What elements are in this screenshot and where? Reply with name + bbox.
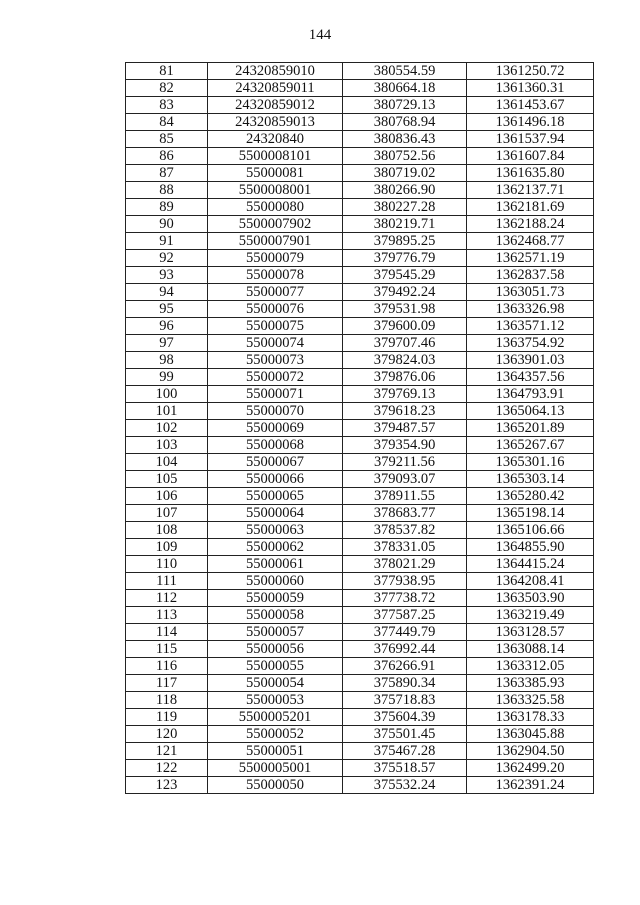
table-row <box>126 539 594 556</box>
table-row <box>126 624 594 641</box>
point-code-cell: 55000055 <box>208 658 343 675</box>
x-coordinate-cell: 375718.83 <box>343 692 467 709</box>
point-number-cell: 106 <box>126 488 208 505</box>
table-row <box>126 454 594 471</box>
x-coordinate-cell: 375467.28 <box>343 743 467 760</box>
point-number-cell: 103 <box>126 437 208 454</box>
point-code-cell: 55000057 <box>208 624 343 641</box>
table-row <box>126 675 594 692</box>
point-code-cell: 55000069 <box>208 420 343 437</box>
point-number-cell: 93 <box>126 267 208 284</box>
y-coordinate-cell: 1361635.80 <box>467 165 594 182</box>
y-coordinate-cell: 1362837.58 <box>467 267 594 284</box>
table-row <box>126 63 594 80</box>
point-number-cell: 109 <box>126 539 208 556</box>
x-coordinate-cell: 380219.71 <box>343 216 467 233</box>
table-row <box>126 335 594 352</box>
point-number-cell: 100 <box>126 386 208 403</box>
table-row <box>126 760 594 777</box>
x-coordinate-cell: 375604.39 <box>343 709 467 726</box>
x-coordinate-cell: 379895.25 <box>343 233 467 250</box>
y-coordinate-cell: 1365267.67 <box>467 437 594 454</box>
table-row <box>126 777 594 794</box>
x-coordinate-cell: 378683.77 <box>343 505 467 522</box>
point-number-cell: 87 <box>126 165 208 182</box>
point-number-cell: 86 <box>126 148 208 165</box>
y-coordinate-cell: 1363312.05 <box>467 658 594 675</box>
point-code-cell: 55000072 <box>208 369 343 386</box>
y-coordinate-cell: 1362188.24 <box>467 216 594 233</box>
y-coordinate-cell: 1364415.24 <box>467 556 594 573</box>
x-coordinate-cell: 379211.56 <box>343 454 467 471</box>
point-code-cell: 55000080 <box>208 199 343 216</box>
coordinate-table <box>125 62 594 794</box>
point-number-cell: 82 <box>126 80 208 97</box>
x-coordinate-cell: 378537.82 <box>343 522 467 539</box>
point-code-cell: 55000051 <box>208 743 343 760</box>
table-row <box>126 471 594 488</box>
table-row <box>126 573 594 590</box>
point-number-cell: 83 <box>126 97 208 114</box>
point-number-cell: 105 <box>126 471 208 488</box>
y-coordinate-cell: 1364855.90 <box>467 539 594 556</box>
y-coordinate-cell: 1361496.18 <box>467 114 594 131</box>
y-coordinate-cell: 1363178.33 <box>467 709 594 726</box>
x-coordinate-cell: 375518.57 <box>343 760 467 777</box>
point-number-cell: 122 <box>126 760 208 777</box>
x-coordinate-cell: 379876.06 <box>343 369 467 386</box>
x-coordinate-cell: 380554.59 <box>343 63 467 80</box>
table-row <box>126 267 594 284</box>
y-coordinate-cell: 1361250.72 <box>467 63 594 80</box>
point-code-cell: 55000074 <box>208 335 343 352</box>
x-coordinate-cell: 378331.05 <box>343 539 467 556</box>
x-coordinate-cell: 377587.25 <box>343 607 467 624</box>
point-number-cell: 81 <box>126 63 208 80</box>
point-code-cell: 24320859010 <box>208 63 343 80</box>
x-coordinate-cell: 380719.02 <box>343 165 467 182</box>
table-row <box>126 641 594 658</box>
point-code-cell: 55000079 <box>208 250 343 267</box>
point-number-cell: 90 <box>126 216 208 233</box>
x-coordinate-cell: 379487.57 <box>343 420 467 437</box>
point-number-cell: 94 <box>126 284 208 301</box>
y-coordinate-cell: 1365201.89 <box>467 420 594 437</box>
point-code-cell: 5500005001 <box>208 760 343 777</box>
point-number-cell: 114 <box>126 624 208 641</box>
point-code-cell: 55000073 <box>208 352 343 369</box>
x-coordinate-cell: 377449.79 <box>343 624 467 641</box>
table-row <box>126 131 594 148</box>
point-code-cell: 5500008001 <box>208 182 343 199</box>
y-coordinate-cell: 1362571.19 <box>467 250 594 267</box>
table-row <box>126 743 594 760</box>
point-number-cell: 88 <box>126 182 208 199</box>
y-coordinate-cell: 1361537.94 <box>467 131 594 148</box>
x-coordinate-cell: 375532.24 <box>343 777 467 794</box>
y-coordinate-cell: 1364793.91 <box>467 386 594 403</box>
x-coordinate-cell: 379600.09 <box>343 318 467 335</box>
x-coordinate-cell: 380768.94 <box>343 114 467 131</box>
y-coordinate-cell: 1361360.31 <box>467 80 594 97</box>
point-code-cell: 55000065 <box>208 488 343 505</box>
point-code-cell: 24320840 <box>208 131 343 148</box>
point-code-cell: 55000077 <box>208 284 343 301</box>
point-number-cell: 96 <box>126 318 208 335</box>
point-number-cell: 85 <box>126 131 208 148</box>
table-row <box>126 233 594 250</box>
point-code-cell: 55000062 <box>208 539 343 556</box>
point-number-cell: 112 <box>126 590 208 607</box>
y-coordinate-cell: 1364357.56 <box>467 369 594 386</box>
y-coordinate-cell: 1363325.58 <box>467 692 594 709</box>
point-code-cell: 55000067 <box>208 454 343 471</box>
x-coordinate-cell: 379531.98 <box>343 301 467 318</box>
x-coordinate-cell: 377738.72 <box>343 590 467 607</box>
point-code-cell: 55000075 <box>208 318 343 335</box>
y-coordinate-cell: 1365198.14 <box>467 505 594 522</box>
point-number-cell: 119 <box>126 709 208 726</box>
point-number-cell: 84 <box>126 114 208 131</box>
y-coordinate-cell: 1361453.67 <box>467 97 594 114</box>
point-number-cell: 108 <box>126 522 208 539</box>
x-coordinate-cell: 380664.18 <box>343 80 467 97</box>
y-coordinate-cell: 1365301.16 <box>467 454 594 471</box>
x-coordinate-cell: 378911.55 <box>343 488 467 505</box>
x-coordinate-cell: 380752.56 <box>343 148 467 165</box>
y-coordinate-cell: 1363128.57 <box>467 624 594 641</box>
point-code-cell: 55000058 <box>208 607 343 624</box>
point-code-cell: 5500007901 <box>208 233 343 250</box>
y-coordinate-cell: 1363045.88 <box>467 726 594 743</box>
y-coordinate-cell: 1363051.73 <box>467 284 594 301</box>
x-coordinate-cell: 379769.13 <box>343 386 467 403</box>
point-number-cell: 97 <box>126 335 208 352</box>
table-row <box>126 726 594 743</box>
point-number-cell: 102 <box>126 420 208 437</box>
point-number-cell: 95 <box>126 301 208 318</box>
point-code-cell: 55000061 <box>208 556 343 573</box>
table-row <box>126 437 594 454</box>
table-row <box>126 148 594 165</box>
point-code-cell: 55000052 <box>208 726 343 743</box>
y-coordinate-cell: 1363571.12 <box>467 318 594 335</box>
point-code-cell: 55000070 <box>208 403 343 420</box>
table-row <box>126 352 594 369</box>
point-number-cell: 98 <box>126 352 208 369</box>
point-code-cell: 55000054 <box>208 675 343 692</box>
point-code-cell: 55000081 <box>208 165 343 182</box>
table-row <box>126 369 594 386</box>
x-coordinate-cell: 379093.07 <box>343 471 467 488</box>
point-code-cell: 55000068 <box>208 437 343 454</box>
table-row <box>126 97 594 114</box>
y-coordinate-cell: 1363088.14 <box>467 641 594 658</box>
table-row <box>126 522 594 539</box>
table-row <box>126 658 594 675</box>
point-number-cell: 89 <box>126 199 208 216</box>
point-code-cell: 55000059 <box>208 590 343 607</box>
table-row <box>126 165 594 182</box>
x-coordinate-cell: 380266.90 <box>343 182 467 199</box>
y-coordinate-cell: 1365106.66 <box>467 522 594 539</box>
table-row <box>126 80 594 97</box>
point-code-cell: 24320859012 <box>208 97 343 114</box>
point-code-cell: 5500007902 <box>208 216 343 233</box>
point-code-cell: 55000053 <box>208 692 343 709</box>
point-number-cell: 115 <box>126 641 208 658</box>
table-row <box>126 318 594 335</box>
table-row <box>126 505 594 522</box>
x-coordinate-cell: 377938.95 <box>343 573 467 590</box>
y-coordinate-cell: 1361607.84 <box>467 148 594 165</box>
point-code-cell: 55000064 <box>208 505 343 522</box>
x-coordinate-cell: 380729.13 <box>343 97 467 114</box>
x-coordinate-cell: 379707.46 <box>343 335 467 352</box>
point-code-cell: 55000066 <box>208 471 343 488</box>
point-number-cell: 91 <box>126 233 208 250</box>
x-coordinate-cell: 375890.34 <box>343 675 467 692</box>
table-row <box>126 556 594 573</box>
table-row <box>126 709 594 726</box>
y-coordinate-cell: 1363503.90 <box>467 590 594 607</box>
point-number-cell: 123 <box>126 777 208 794</box>
point-number-cell: 99 <box>126 369 208 386</box>
point-code-cell: 24320859011 <box>208 80 343 97</box>
y-coordinate-cell: 1362181.69 <box>467 199 594 216</box>
x-coordinate-cell: 376992.44 <box>343 641 467 658</box>
y-coordinate-cell: 1363326.98 <box>467 301 594 318</box>
table-row <box>126 590 594 607</box>
x-coordinate-cell: 380227.28 <box>343 199 467 216</box>
point-code-cell: 55000050 <box>208 777 343 794</box>
point-number-cell: 101 <box>126 403 208 420</box>
point-number-cell: 117 <box>126 675 208 692</box>
x-coordinate-cell: 376266.91 <box>343 658 467 675</box>
point-number-cell: 104 <box>126 454 208 471</box>
x-coordinate-cell: 378021.29 <box>343 556 467 573</box>
point-number-cell: 113 <box>126 607 208 624</box>
point-number-cell: 116 <box>126 658 208 675</box>
point-code-cell: 24320859013 <box>208 114 343 131</box>
point-code-cell: 5500008101 <box>208 148 343 165</box>
table-row <box>126 420 594 437</box>
point-code-cell: 55000078 <box>208 267 343 284</box>
x-coordinate-cell: 379824.03 <box>343 352 467 369</box>
coordinate-table-body <box>126 63 594 794</box>
table-row <box>126 692 594 709</box>
y-coordinate-cell: 1365280.42 <box>467 488 594 505</box>
point-code-cell: 5500005201 <box>208 709 343 726</box>
point-code-cell: 55000060 <box>208 573 343 590</box>
point-number-cell: 118 <box>126 692 208 709</box>
point-number-cell: 107 <box>126 505 208 522</box>
point-number-cell: 121 <box>126 743 208 760</box>
x-coordinate-cell: 379354.90 <box>343 437 467 454</box>
x-coordinate-cell: 380836.43 <box>343 131 467 148</box>
y-coordinate-cell: 1362391.24 <box>467 777 594 794</box>
table-row <box>126 488 594 505</box>
table-row <box>126 284 594 301</box>
y-coordinate-cell: 1365064.13 <box>467 403 594 420</box>
point-number-cell: 111 <box>126 573 208 590</box>
point-number-cell: 120 <box>126 726 208 743</box>
y-coordinate-cell: 1363901.03 <box>467 352 594 369</box>
table-row <box>126 182 594 199</box>
point-code-cell: 55000071 <box>208 386 343 403</box>
table-row <box>126 403 594 420</box>
y-coordinate-cell: 1363754.92 <box>467 335 594 352</box>
table-row <box>126 216 594 233</box>
y-coordinate-cell: 1362904.50 <box>467 743 594 760</box>
x-coordinate-cell: 379618.23 <box>343 403 467 420</box>
point-code-cell: 55000076 <box>208 301 343 318</box>
point-code-cell: 55000056 <box>208 641 343 658</box>
x-coordinate-cell: 379776.79 <box>343 250 467 267</box>
y-coordinate-cell: 1365303.14 <box>467 471 594 488</box>
table-row <box>126 199 594 216</box>
table-row <box>126 386 594 403</box>
y-coordinate-cell: 1364208.41 <box>467 573 594 590</box>
table-row <box>126 114 594 131</box>
y-coordinate-cell: 1362137.71 <box>467 182 594 199</box>
table-row <box>126 250 594 267</box>
point-number-cell: 92 <box>126 250 208 267</box>
y-coordinate-cell: 1362499.20 <box>467 760 594 777</box>
point-code-cell: 55000063 <box>208 522 343 539</box>
y-coordinate-cell: 1363385.93 <box>467 675 594 692</box>
x-coordinate-cell: 379545.29 <box>343 267 467 284</box>
x-coordinate-cell: 379492.24 <box>343 284 467 301</box>
table-row <box>126 301 594 318</box>
page-number: 144 <box>308 27 332 43</box>
x-coordinate-cell: 375501.45 <box>343 726 467 743</box>
y-coordinate-cell: 1362468.77 <box>467 233 594 250</box>
point-number-cell: 110 <box>126 556 208 573</box>
table-row <box>126 607 594 624</box>
y-coordinate-cell: 1363219.49 <box>467 607 594 624</box>
